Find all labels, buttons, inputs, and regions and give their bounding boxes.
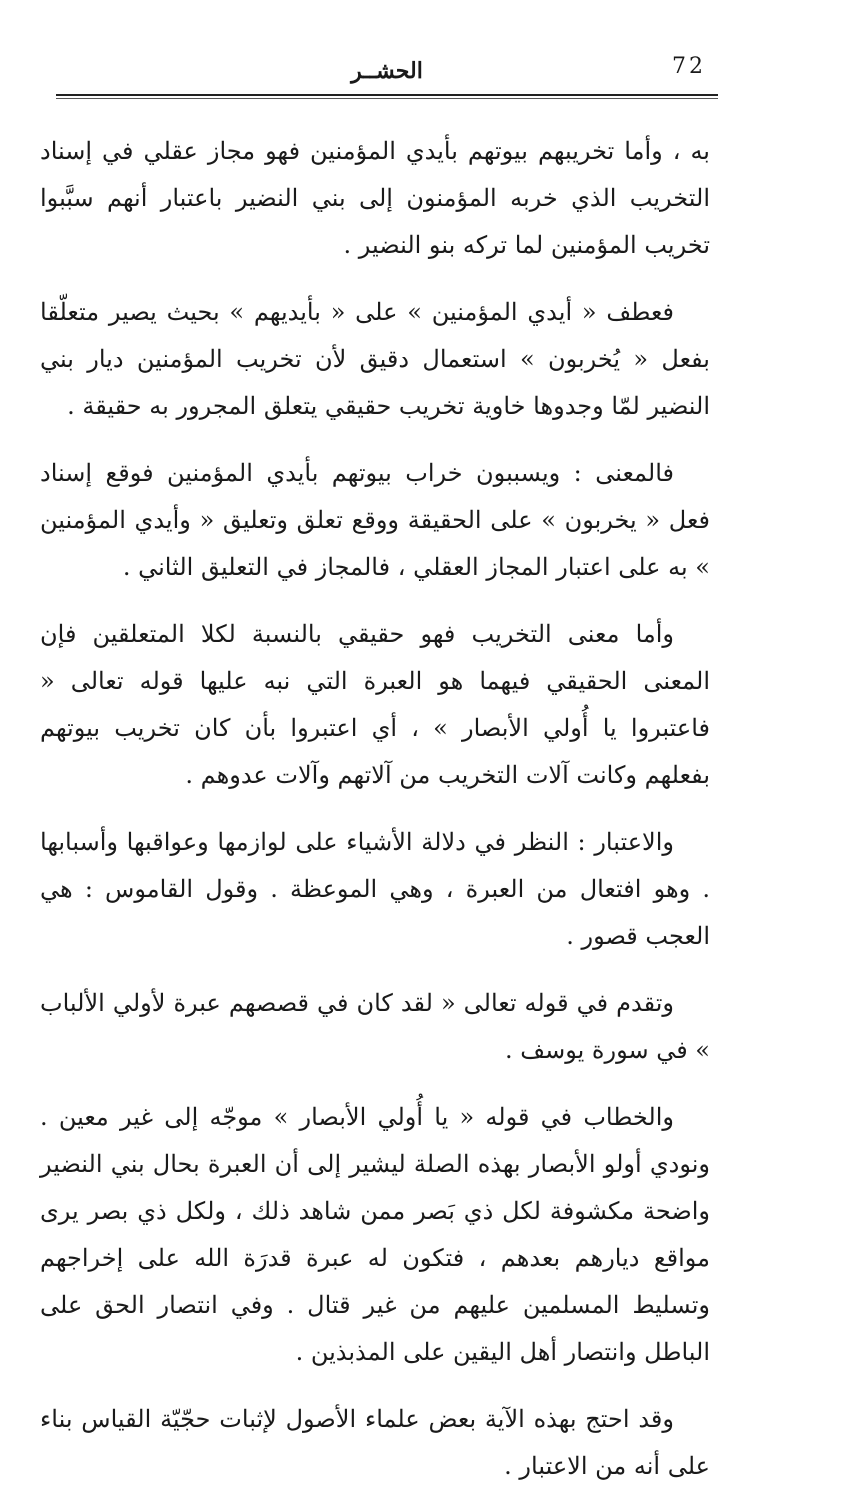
paragraph: فالمعنى : ويسببون خراب بيوتهم بأيدي المؤمنين فوقع إسناد فعل « يخربون » على الحقيقة ووقع تعلق وتعليق « وأيدي المؤمنين » به على اعتبار المجاز العقلي ، فالمجاز في التعليق الثاني . xyxy=(40,459,710,581)
paragraph: به ، وأما تخريبهم بيوتهم بأيدي المؤمنين فهو مجاز عقلي في إسناد التخريب الذي خربه المؤمنون إلى بني النضير باعتبار أنهم سبَّبوا تخريب المؤمنين لما تركه بنو النضير . xyxy=(40,137,710,259)
paragraph: فعطف « أيدي المؤمنين » على « بأيديهم » بحيث يصير متعلّقا بفعل « يُخربون » استعمال دقيق لأن تخريب المؤمنين ديار بني النضير لمّا وجدوها خاوية تخريب حقيقي يتعلق المجرور به حقيقة . xyxy=(40,298,710,420)
paragraph: وتقدم في قوله تعالى « لقد كان في قصصهم عبرة لأولي الألباب » في سورة يوسف . xyxy=(40,989,710,1064)
page-header xyxy=(56,48,718,96)
page-number: 72 xyxy=(672,54,706,79)
header-rule-thin xyxy=(56,98,718,99)
running-title: الحشــر xyxy=(351,58,423,84)
header-rule xyxy=(56,94,718,96)
paragraph: والخطاب في قوله « يا أُولي الأبصار » موجّه إلى غير معين . ونودي أولو الأبصار بهذه الصلة ليشير إلى أن العبرة بحال بني النضير واضحة مكشوفة لكل ذي بَصر ممن شاهد ذلك ، ولكل ذي بصر يرى مواقع ديارهم بعدهم ، فتكون له عبرة قدرَة الله على إخراجهم وتسليط المسلمين عليهم من غير قتال . وفي انتصار الحق على الباطل وانتصار أهل اليقين على المذبذين . xyxy=(40,1103,710,1366)
paragraph: وقد احتج بهذه الآية بعض علماء الأصول لإثبات حجّيّة القياس بناء على أنه من الاعتبار . xyxy=(40,1405,710,1480)
paragraph: والاعتبار : النظر في دلالة الأشياء على لوازمها وعواقبها وأسبابها . وهو افتعال من العبرة ، وهي الموعظة . وقول القاموس : هي العجب قصور . xyxy=(40,828,710,950)
paragraph: وأما معنى التخريب فهو حقيقي بالنسبة لكلا المتعلقين فإن المعنى الحقيقي فيهما هو العبرة التي نبه عليها قوله تعالى « فاعتبروا يا أُولي الأبصار » ، أي اعتبروا بأن كان تخريب بيوتهم بفعلهم وكانت آلات التخريب من آلاتهم وآلات عدوهم . xyxy=(40,620,711,789)
body-text xyxy=(40,128,710,1510)
